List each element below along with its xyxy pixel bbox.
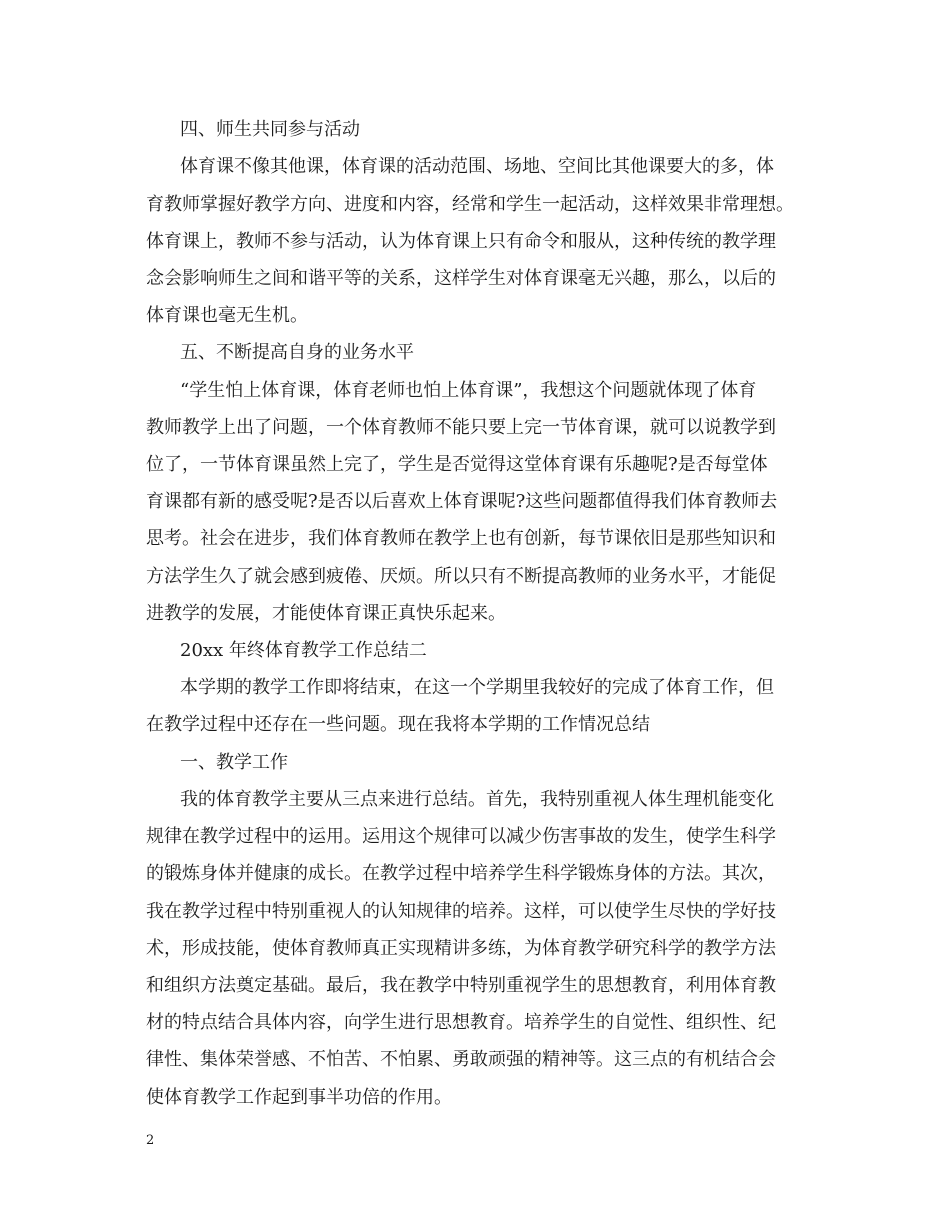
- paragraph-line: 方法学生久了就会感到疲倦、厌烦。所以只有不断提高教师的业务水平，才能促: [146, 566, 776, 587]
- paragraph-line: 进教学的发展，才能使体育课正真快乐起来。: [146, 603, 506, 624]
- page-number: 2: [146, 1133, 155, 1148]
- paragraph-line: 在教学过程中还存在一些问题。现在我将本学期的工作情况总结: [146, 714, 650, 735]
- paragraph-line: 和组织方法奠定基础。最后，我在教学中特别重视学生的思想教育，利用体育教: [146, 975, 776, 996]
- paragraph-line: 育课都有新的感受呢?是否以后喜欢上体育课呢?这些问题都值得我们体育教师去: [146, 491, 778, 512]
- paragraph-line: 材的特点结合具体内容，向学生进行思想教育。培养学生的自觉性、组织性、纪: [146, 1012, 776, 1033]
- paragraph-line: 育教师掌握好教学方向、进度和内容，经常和学生一起活动，这样效果非常理想。: [146, 194, 794, 215]
- paragraph-line: 体育课不像其他课，体育课的活动范围、场地、空间比其他课要大的多，体: [180, 156, 774, 177]
- section-heading-5: 五、不断提高自身的业务水平: [180, 342, 414, 363]
- paragraph-line: 念会影响师生之间和谐平等的关系，这样学生对体育课毫无兴趣，那么，以后的: [146, 268, 776, 289]
- paragraph-line: 术，形成技能，使体育教师真正实现精讲多练，为体育教学研究科学的教学方法: [146, 938, 776, 959]
- paragraph-line: 规律在教学过程中的运用。运用这个规律可以减少伤害事故的发生，使学生科学: [146, 826, 776, 847]
- paragraph-line: 我的体育教学主要从三点来进行总结。首先，我特别重视人体生理机能变化: [180, 789, 774, 810]
- paragraph-line: 使体育教学工作起到事半功倍的作用。: [146, 1087, 452, 1108]
- section-heading-4: 四、师生共同参与活动: [180, 119, 360, 140]
- paragraph-line: 教师教学上出了问题，一个体育教师不能只要上完一节体育课，就可以说教学到: [146, 417, 776, 438]
- paragraph-line: 体育课也毫无生机。: [146, 305, 308, 326]
- section-heading-1: 一、教学工作: [180, 752, 288, 773]
- paragraph-line: 律性、集体荣誉感、不怕苦、不怕累、勇敢顽强的精神等。这三点的有机结合会: [146, 1049, 776, 1070]
- paragraph-line: 本学期的教学工作即将结束，在这一个学期里我较好的完成了体育工作，但: [180, 677, 774, 698]
- paragraph-line: 位了，一节体育课虽然上完了，学生是否觉得这堂体育课有乐趣呢?是否每堂体: [146, 454, 768, 475]
- paragraph-line: 我在教学过程中特别重视人的认知规律的培养。这样，可以使学生尽快的学好技: [146, 901, 776, 922]
- paragraph-line: 思考。社会在进步，我们体育教师在教学上也有创新，每节课依旧是那些知识和: [146, 528, 776, 549]
- paragraph-line: 的锻炼身体并健康的成长。在教学过程中培养学生科学锻炼身体的方法。其次，: [146, 863, 776, 884]
- paragraph-line: “学生怕上体育课，体育老师也怕上体育课”，我想这个问题就体现了体育: [180, 380, 757, 401]
- document-subtitle: 20xx 年终体育教学工作总结二: [180, 640, 427, 661]
- paragraph-line: 体育课上，教师不参与活动，认为体育课上只有命令和服从，这种传统的教学理: [146, 231, 776, 252]
